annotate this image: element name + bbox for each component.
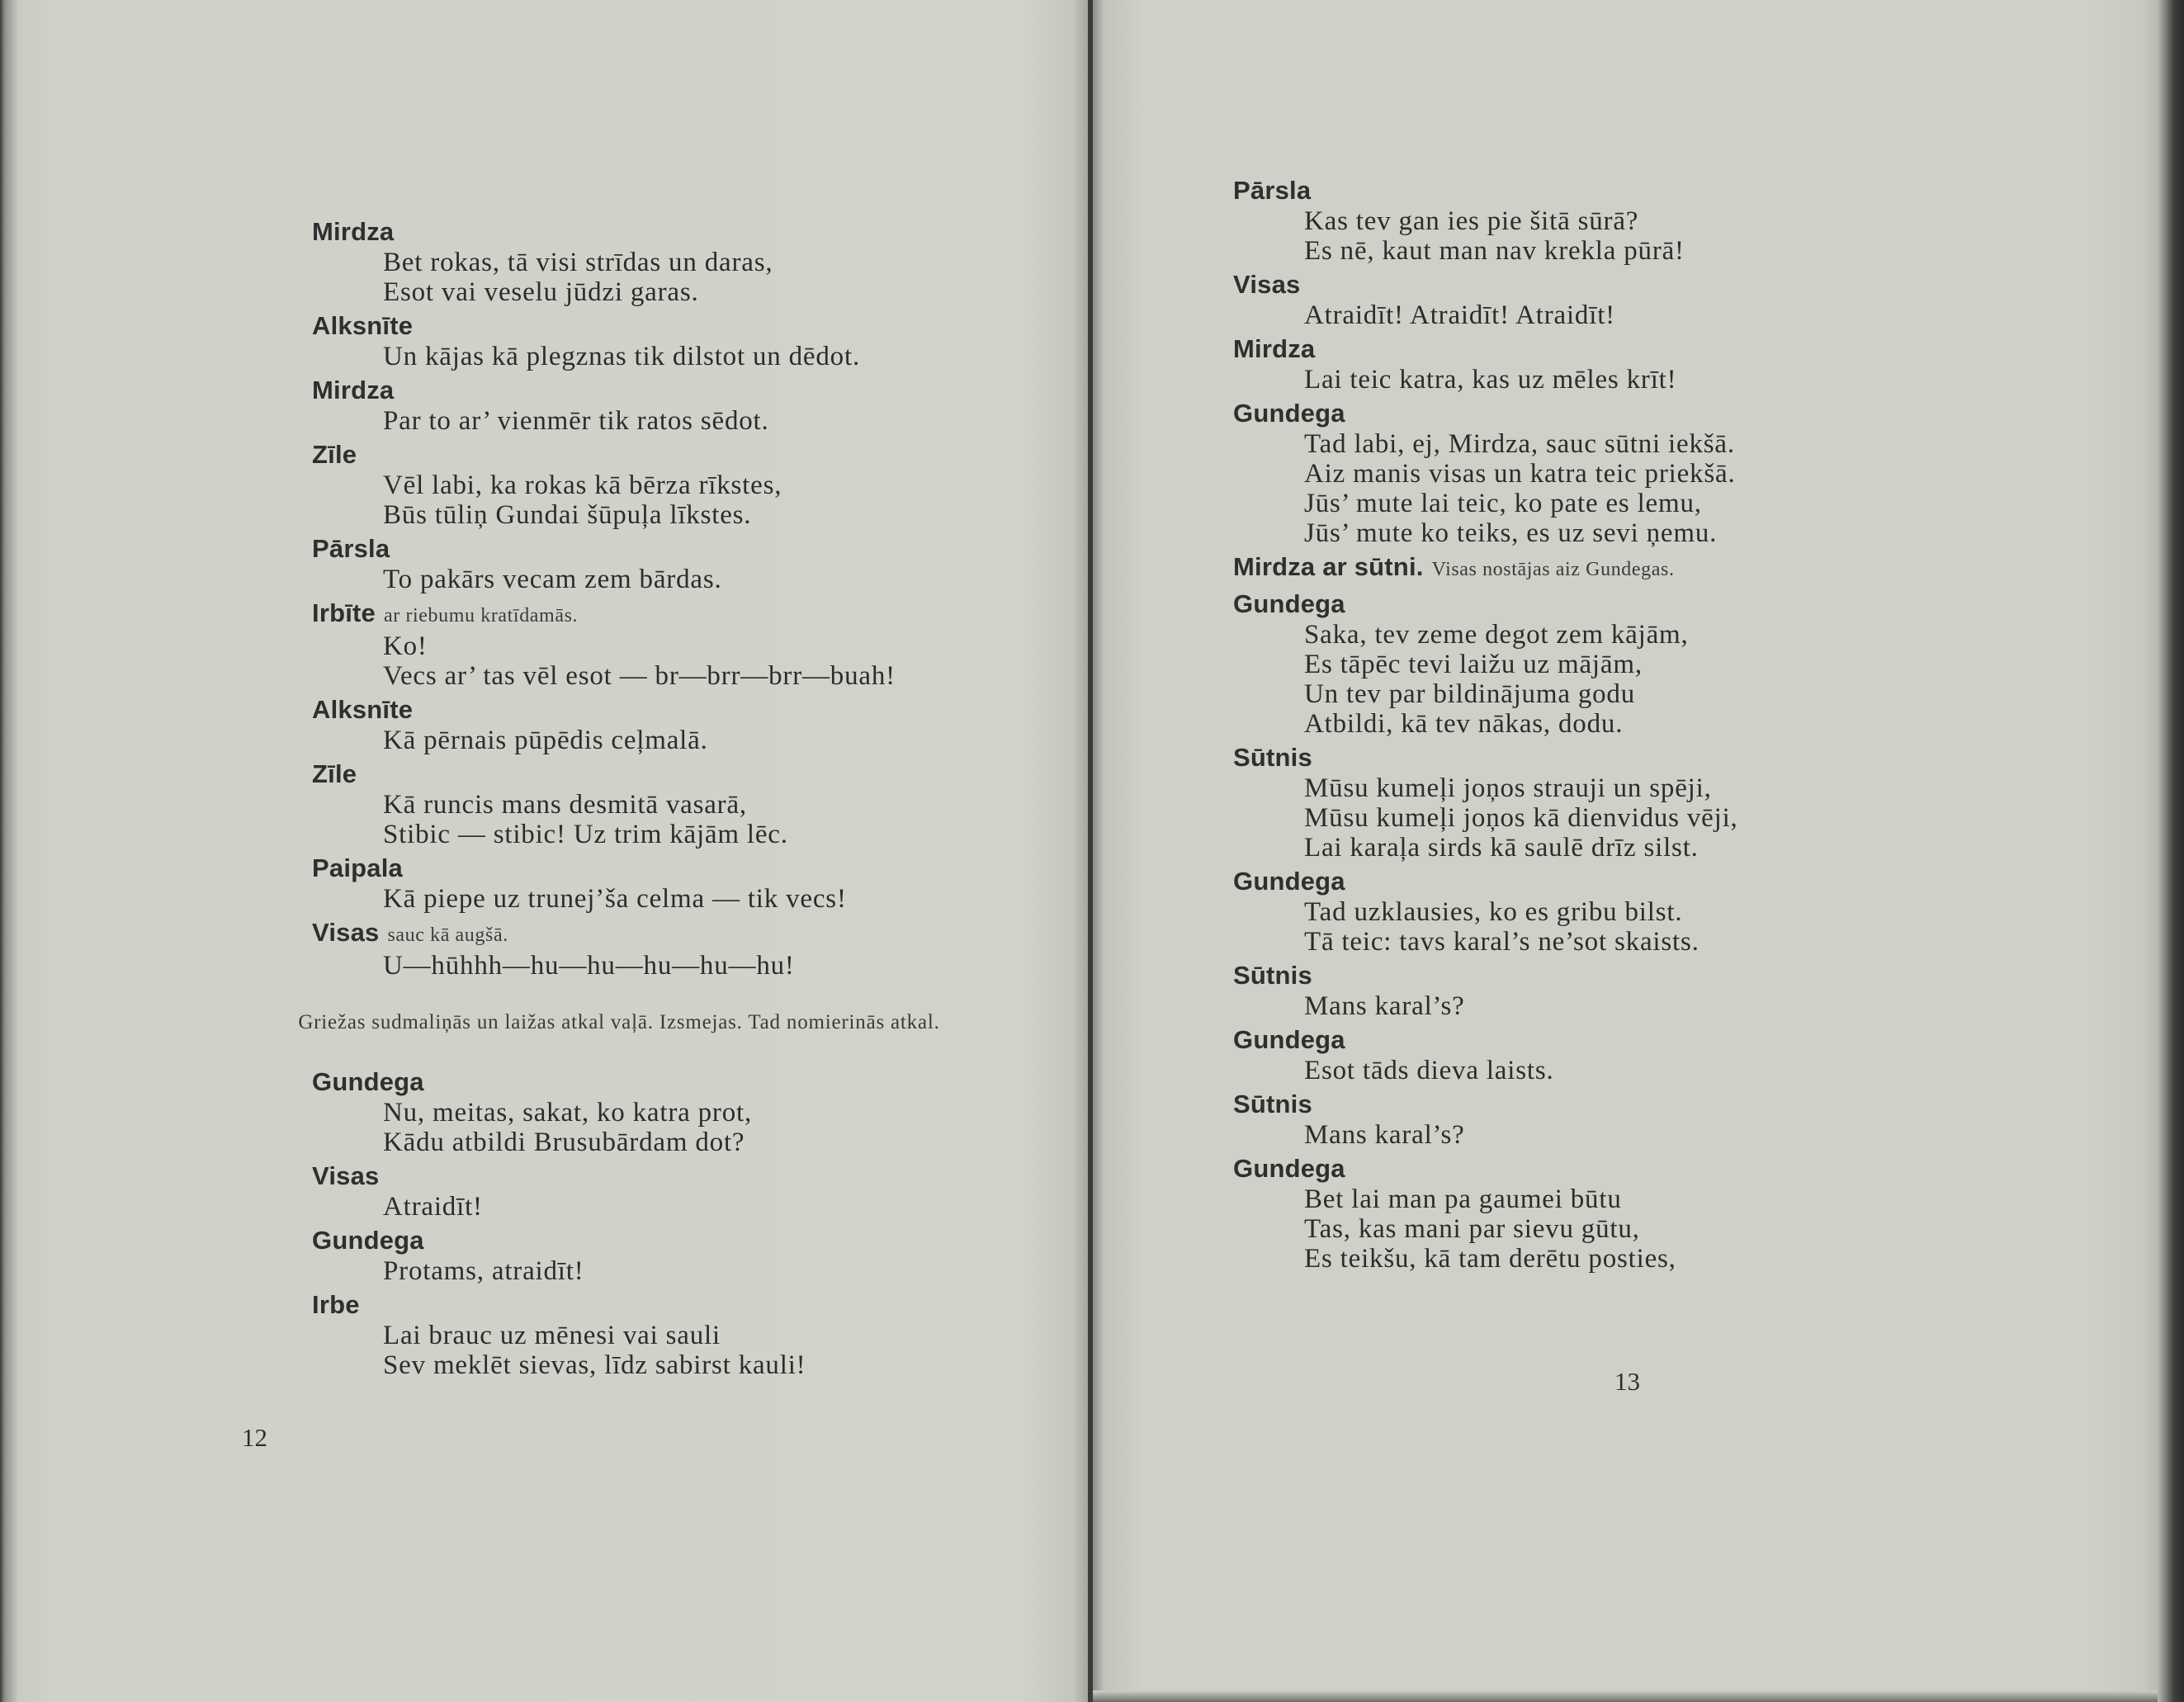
speaker-name	[1233, 1024, 1738, 1056]
verse-line: Mans karal’s?	[1304, 1120, 1465, 1150]
dialogue-entry	[1233, 1089, 1738, 1153]
speaker-label: Zīle	[312, 759, 357, 788]
verse-line: Mans karal’s?	[1304, 991, 1465, 1021]
speaker-label: Sūtnis	[1233, 961, 1312, 990]
speaker-name	[312, 694, 896, 726]
verse-line: U—hūhhh—hu—hu—hu—hu—hu!	[383, 951, 795, 981]
verse-line: Kas tev gan ies pie šitā sūrā?	[1304, 206, 1639, 236]
speaker-name	[312, 1225, 806, 1256]
speaker-name	[1233, 269, 1738, 300]
verse-line: Bet lai man pa gaumei būtu	[1304, 1184, 1622, 1214]
speaker-name	[312, 1161, 806, 1192]
verse-line: Tad labi, ej, Mirdza, sauc sūtni iekšā.	[1304, 429, 1735, 459]
verse-line: Par to ar’ vienmēr tik ratos sēdot.	[383, 406, 769, 436]
speaker-name	[1233, 960, 1738, 991]
dialogue-entry	[312, 694, 896, 759]
left-page	[0, 0, 1091, 1702]
speaker-label: Irbe	[312, 1290, 360, 1319]
verse-line: Lai teic katra, kas uz mēles krīt!	[1304, 365, 1677, 395]
verse-line: Kādu atbildi Brusubārdam dot?	[383, 1128, 745, 1157]
speaker-name	[1233, 1089, 1738, 1120]
dialogue-entry	[1233, 866, 1738, 960]
verse-line: Saka, tev zeme degot zem kājām,	[1304, 620, 1689, 650]
verse-line: Kā runcis mans desmitā vasarā,	[383, 790, 747, 820]
speaker-label: Mirdza	[312, 376, 395, 404]
speaker-label: Mirdza ar sūtni.	[1233, 552, 1424, 581]
dialogue-entry	[1233, 551, 1738, 589]
verse-line: Es tāpēc tevi laižu uz mājām,	[1304, 650, 1643, 679]
dialogue-entry	[1233, 333, 1738, 398]
verse-line: Atraidīt! Atraidīt! Atraidīt!	[1304, 300, 1615, 330]
speaker-name	[1233, 175, 1738, 206]
speaker-name	[312, 1289, 806, 1321]
dialogue-entry	[312, 533, 896, 598]
dialogue-entry	[1233, 269, 1738, 333]
verse-line: Kā pērnais pūpēdis ceļmalā.	[383, 726, 708, 755]
verse-line: Esot tāds dieva laists.	[1304, 1056, 1554, 1085]
verse-line: Nu, meitas, sakat, ko katra prot,	[383, 1098, 753, 1128]
verse-line: Mūsu kumeļi joņos kā dienvidus vēji,	[1304, 803, 1738, 833]
right-page	[1093, 0, 2184, 1702]
verse-line: Jūs’ mute ko teiks, es uz sevi ņemu.	[1304, 518, 1718, 548]
speaker-name	[312, 598, 896, 631]
speaker-label: Alksnīte	[312, 695, 414, 724]
verse-line: Stibic — stibic! Uz trim kājām lēc.	[383, 820, 788, 849]
dialogue-entry	[1233, 742, 1738, 866]
speaker-name	[1233, 589, 1738, 620]
dialogue-entry	[312, 375, 896, 439]
dialogue-entry	[1233, 960, 1738, 1024]
speaker-label: Gundega	[1233, 1154, 1345, 1183]
dialogue-entry	[1233, 398, 1738, 551]
speaker-name	[312, 439, 896, 470]
verse-line: To pakārs vecam zem bārdas.	[383, 565, 722, 594]
speaker-label: Visas	[312, 918, 380, 947]
page-edge-shadow	[1093, 1690, 2158, 1702]
left-dialogue-top	[312, 216, 896, 984]
speaker-label: Gundega	[1233, 1025, 1345, 1054]
stage-note: sauc kā augšā.	[387, 924, 508, 946]
speaker-label: Paipala	[312, 853, 403, 882]
verse-line: Atraidīt!	[383, 1192, 483, 1222]
speaker-label: Gundega	[1233, 589, 1345, 618]
verse-line: Kā piepe uz trunej’ša celma — tik vecs!	[383, 884, 847, 914]
verse-line: Būs tūliņ Gundai šūpuļa līkstes.	[383, 500, 752, 530]
dialogue-entry	[312, 598, 896, 694]
verse-line: Un kājas kā plegznas tik dilstot un dēdot.	[383, 342, 861, 371]
speaker-name	[1233, 551, 1738, 585]
speaker-label: Gundega	[1233, 399, 1345, 428]
verse-line: Mūsu kumeļi joņos strauji un spēji,	[1304, 773, 1712, 803]
dialogue-entry	[312, 917, 896, 984]
right-dialogue	[1233, 175, 1738, 1277]
speaker-label: Alksnīte	[312, 311, 414, 340]
speaker-label: Visas	[1233, 270, 1301, 299]
dialogue-entry	[312, 1289, 806, 1383]
dialogue-entry	[312, 1066, 806, 1161]
dialogue-entry	[1233, 589, 1738, 742]
verse-line: Tas, kas mani par sievu gūtu,	[1304, 1214, 1640, 1244]
speaker-label: Mirdza	[1233, 334, 1316, 363]
stage-direction: Griežas sudmaliņās un laižas atkal vaļā. Izsmejas. Tad nomierinās atkal.	[298, 1011, 940, 1033]
verse-line: Tad uzklausies, ko es gribu bilst.	[1304, 897, 1683, 927]
dialogue-entry	[312, 216, 896, 310]
verse-line: Vecs ar’ tas vēl esot — br—brr—brr—buah!	[383, 661, 896, 691]
speaker-label: Mirdza	[312, 217, 395, 246]
speaker-name	[312, 1066, 806, 1098]
speaker-label: Irbīte	[312, 598, 376, 627]
verse-line: Aiz manis visas un katra teic priekšā.	[1304, 459, 1736, 489]
verse-line: Sev meklēt sievas, līdz sabirst kauli!	[383, 1350, 806, 1380]
verse-line: Tā teic: tavs karal’s ne’sot skaists.	[1304, 927, 1699, 957]
speaker-name	[312, 216, 896, 248]
page-number: 13	[1614, 1367, 1640, 1396]
verse-line: Es nē, kaut man nav krekla pūrā!	[1304, 236, 1685, 266]
dialogue-entry	[312, 439, 896, 533]
stage-note: Visas nostājas aiz Gundegas.	[1431, 559, 1675, 580]
speaker-label: Gundega	[312, 1067, 424, 1096]
speaker-name	[1233, 333, 1738, 365]
speaker-label: Sūtnis	[1233, 743, 1312, 772]
speaker-name	[1233, 398, 1738, 429]
verse-line: Un tev par bildinājuma godu	[1304, 679, 1636, 709]
verse-line: Ko!	[383, 631, 428, 661]
dialogue-entry	[312, 1161, 806, 1225]
dialogue-entry	[1233, 175, 1738, 269]
speaker-label: Gundega	[312, 1226, 424, 1255]
verse-line: Protams, atraidīt!	[383, 1256, 584, 1286]
verse-line: Es teikšu, kā tam derētu posties,	[1304, 1244, 1676, 1274]
speaker-label: Visas	[312, 1161, 380, 1190]
stage-note: ar riebumu kratīdamās.	[384, 605, 579, 626]
verse-line: Esot vai veselu jūdzi garas.	[383, 277, 699, 307]
speaker-label: Zīle	[312, 440, 357, 469]
verse-line: Bet rokas, tā visi strīdas un daras,	[383, 248, 773, 277]
left-dialogue-bottom	[312, 1066, 806, 1383]
dialogue-entry	[312, 759, 896, 853]
speaker-name	[312, 853, 896, 884]
speaker-label: Pārsla	[1233, 176, 1312, 205]
dialogue-entry	[312, 853, 896, 917]
dialogue-entry	[1233, 1153, 1738, 1277]
speaker-name	[1233, 1153, 1738, 1184]
speaker-name	[312, 375, 896, 406]
page-number: 12	[242, 1423, 267, 1452]
dialogue-entry	[312, 1225, 806, 1289]
speaker-name	[1233, 866, 1738, 897]
dialogue-entry	[312, 310, 896, 375]
speaker-label: Gundega	[1233, 867, 1345, 896]
speaker-label: Sūtnis	[1233, 1090, 1312, 1118]
verse-line: Atbildi, kā tev nākas, dodu.	[1304, 709, 1624, 739]
dialogue-entry	[1233, 1024, 1738, 1089]
verse-line: Lai brauc uz mēnesi vai sauli	[383, 1321, 721, 1350]
speaker-label: Pārsla	[312, 534, 390, 563]
speaker-name	[312, 310, 896, 342]
speaker-name	[1233, 742, 1738, 773]
speaker-name	[312, 759, 896, 790]
speaker-name	[312, 917, 896, 951]
speaker-name	[312, 533, 896, 565]
verse-line: Vēl labi, ka rokas kā bērza rīkstes,	[383, 470, 782, 500]
verse-line: Jūs’ mute lai teic, ko pate es lemu,	[1304, 489, 1702, 518]
verse-line: Lai karaļa sirds kā saulē drīz silst.	[1304, 833, 1699, 863]
